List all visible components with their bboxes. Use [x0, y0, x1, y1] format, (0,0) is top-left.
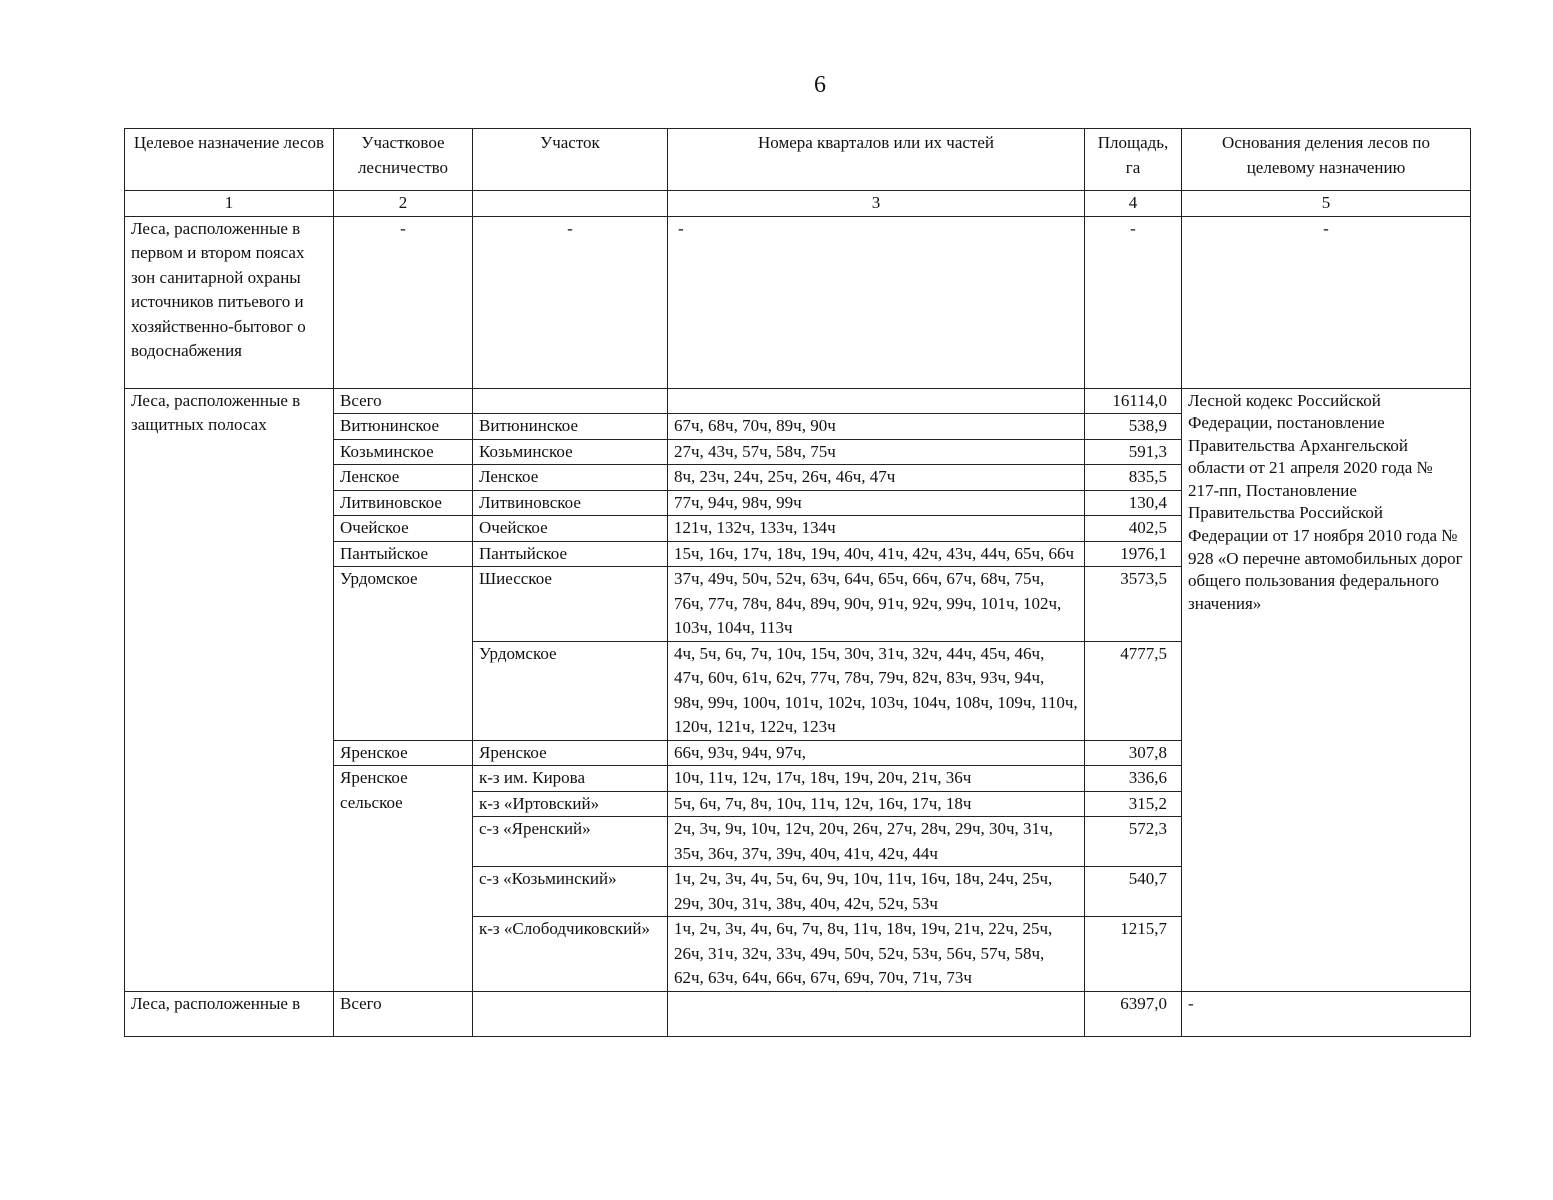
area-cell: 130,4 [1085, 490, 1182, 516]
quarters-cell: 2ч, 3ч, 9ч, 10ч, 12ч, 20ч, 26ч, 27ч, 28ч, 29ч, 30ч, 31ч, 35ч, 36ч, 37ч, 39ч, 40ч, 41ч, 42ч, 44ч [668, 817, 1085, 867]
quarters-cell: - [668, 216, 1085, 388]
forestry-cell: Яренское [334, 740, 473, 766]
site-cell: Яренское [473, 740, 668, 766]
area-cell: 315,2 [1085, 791, 1182, 817]
area-cell: - [1085, 216, 1182, 388]
purpose-cell: Леса, расположенные в [125, 991, 334, 1036]
forestry-cell: Урдомское [334, 567, 473, 741]
forestry-cell: Витюнинское [334, 414, 473, 440]
site-cell: Козьминское [473, 439, 668, 465]
quarters-cell: 1ч, 2ч, 3ч, 4ч, 6ч, 7ч, 8ч, 11ч, 18ч, 19ч, 21ч, 22ч, 25ч, 26ч, 31ч, 32ч, 33ч, 49ч, 50ч, 52ч, 53ч, 56ч, 57ч, 58ч, 62ч, 63ч, 64ч, 66ч, 67ч, 69ч, 70ч, 71ч, 73ч [668, 917, 1085, 992]
quarters-cell: 5ч, 6ч, 7ч, 8ч, 10ч, 11ч, 12ч, 16ч, 17ч, 18ч [668, 791, 1085, 817]
site-cell: Витюнинское [473, 414, 668, 440]
quarters-cell: 10ч, 11ч, 12ч, 17ч, 18ч, 19ч, 20ч, 21ч, 36ч [668, 766, 1085, 792]
table-header-row [125, 129, 1471, 191]
area-cell: 402,5 [1085, 516, 1182, 542]
table-row [125, 216, 1471, 388]
site-cell: с-з «Яренский» [473, 817, 668, 867]
site-cell: к-з им. Кирова [473, 766, 668, 792]
forestry-cell: Всего [334, 991, 473, 1036]
area-cell: 4777,5 [1085, 641, 1182, 740]
area-cell: 540,7 [1085, 867, 1182, 917]
site-cell [473, 388, 668, 414]
area-cell: 1215,7 [1085, 917, 1182, 992]
forestry-cell: Литвиновское [334, 490, 473, 516]
area-cell: 538,9 [1085, 414, 1182, 440]
page-number: 6 [814, 72, 826, 98]
forestry-cell: Козьминское [334, 439, 473, 465]
basis-cell: - [1182, 991, 1471, 1036]
forestry-cell: Яренское сельское [334, 766, 473, 992]
area-cell: 307,8 [1085, 740, 1182, 766]
quarters-cell: 66ч, 93ч, 94ч, 97ч, [668, 740, 1085, 766]
purpose-cell: Леса, расположенные в защитных полосах [125, 388, 334, 991]
purpose-cell: Леса, расположенные в первом и втором поясах зон санитарной охраны источников питьевого и хозяйственно-бытовог о водоснабжения [125, 216, 334, 388]
header-basis: Основания деления лесов по целевому назначению [1182, 129, 1471, 191]
quarters-cell: 8ч, 23ч, 24ч, 25ч, 26ч, 46ч, 47ч [668, 465, 1085, 491]
site-cell: с-з «Козьминский» [473, 867, 668, 917]
site-cell: Ленское [473, 465, 668, 491]
area-cell: 835,5 [1085, 465, 1182, 491]
site-cell: к-з «Иртовский» [473, 791, 668, 817]
site-cell [473, 991, 668, 1036]
quarters-cell: 15ч, 16ч, 17ч, 18ч, 19ч, 40ч, 41ч, 42ч, 43ч, 44ч, 65ч, 66ч [668, 541, 1085, 567]
header-area: Площадь, га [1085, 129, 1182, 191]
header-quarters: Номера кварталов или их частей [668, 129, 1085, 191]
site-cell: Очейское [473, 516, 668, 542]
forestry-cell: Всего [334, 388, 473, 414]
basis-cell: Лесной кодекс Российской Федерации, постановление Правительства Архангельской области от 21 апреля 2020 года № 217-пп, Постановление Правительства Российской Федерации от 17 ноября 2010 года № 928 «О перечне автомобильных дорог общего пользования федерального значения» [1182, 388, 1471, 991]
column-number [473, 191, 668, 217]
column-number: 5 [1182, 191, 1471, 217]
forestry-cell: Очейское [334, 516, 473, 542]
area-cell: 572,3 [1085, 817, 1182, 867]
site-cell: - [473, 216, 668, 388]
header-site: Участок [473, 129, 668, 191]
area-cell: 3573,5 [1085, 567, 1182, 642]
column-number: 2 [334, 191, 473, 217]
column-number: 3 [668, 191, 1085, 217]
forest-purpose-table [124, 128, 1471, 1037]
column-numbers-row [125, 191, 1471, 217]
area-cell: 336,6 [1085, 766, 1182, 792]
area-cell: 1976,1 [1085, 541, 1182, 567]
forestry-cell: Пантыйское [334, 541, 473, 567]
site-cell: к-з «Слободчиковский» [473, 917, 668, 992]
quarters-cell: 1ч, 2ч, 3ч, 4ч, 5ч, 6ч, 9ч, 10ч, 11ч, 16ч, 18ч, 24ч, 25ч, 29ч, 30ч, 31ч, 38ч, 40ч, 42ч, 52ч, 53ч [668, 867, 1085, 917]
quarters-cell: 27ч, 43ч, 57ч, 58ч, 75ч [668, 439, 1085, 465]
site-cell: Пантыйское [473, 541, 668, 567]
area-cell: 16114,0 [1085, 388, 1182, 414]
quarters-cell: 37ч, 49ч, 50ч, 52ч, 63ч, 64ч, 65ч, 66ч, 67ч, 68ч, 75ч, 76ч, 77ч, 78ч, 84ч, 89ч, 90ч, 91ч, 92ч, 99ч, 101ч, 102ч, 103ч, 104ч, 113ч [668, 567, 1085, 642]
table-row [125, 991, 1471, 1036]
quarters-cell: 67ч, 68ч, 70ч, 89ч, 90ч [668, 414, 1085, 440]
quarters-cell: 4ч, 5ч, 6ч, 7ч, 10ч, 15ч, 30ч, 31ч, 32ч, 44ч, 45ч, 46ч, 47ч, 60ч, 61ч, 62ч, 77ч, 78ч, 79ч, 82ч, 83ч, 93ч, 94ч, 98ч, 99ч, 100ч, 101ч, 102ч, 103ч, 104ч, 108ч, 109ч, 110ч, 120ч, 121ч, 122ч, 123ч [668, 641, 1085, 740]
basis-cell: - [1182, 216, 1471, 388]
area-cell: 6397,0 [1085, 991, 1182, 1036]
area-cell: 591,3 [1085, 439, 1182, 465]
quarters-cell: 121ч, 132ч, 133ч, 134ч [668, 516, 1085, 542]
table-row [125, 388, 1471, 414]
column-number: 1 [125, 191, 334, 217]
quarters-cell [668, 388, 1085, 414]
forestry-cell: Ленское [334, 465, 473, 491]
header-purpose: Целевое назначение лесов [125, 129, 334, 191]
forestry-cell: - [334, 216, 473, 388]
header-forestry: Участковое лесничество [334, 129, 473, 191]
column-number: 4 [1085, 191, 1182, 217]
site-cell: Литвиновское [473, 490, 668, 516]
quarters-cell: 77ч, 94ч, 98ч, 99ч [668, 490, 1085, 516]
site-cell: Урдомское [473, 641, 668, 740]
site-cell: Шиесское [473, 567, 668, 642]
quarters-cell [668, 991, 1085, 1036]
